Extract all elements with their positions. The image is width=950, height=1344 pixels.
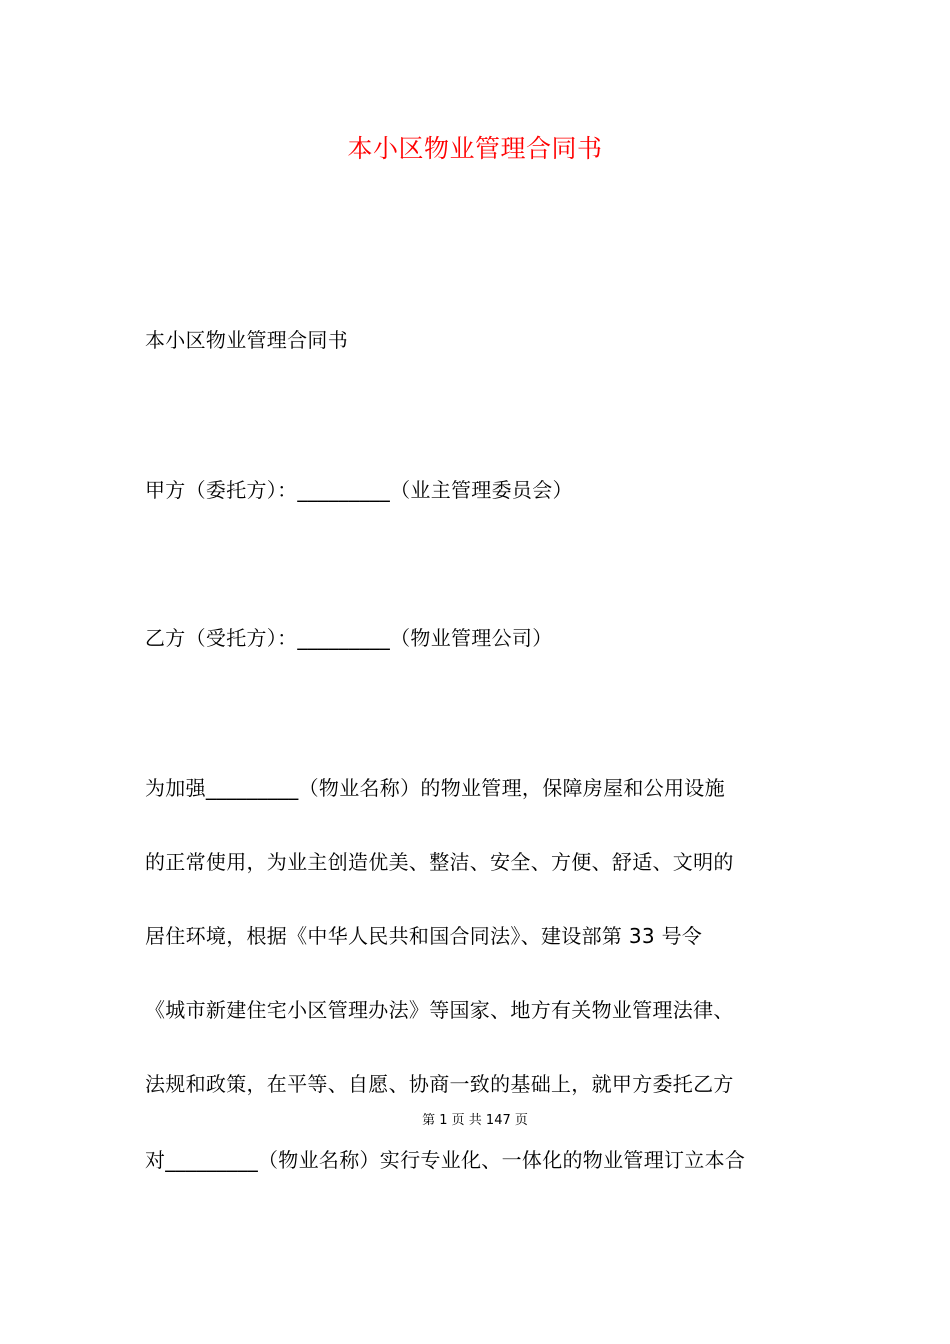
document-subtitle: 本小区物业管理合同书 [145, 328, 348, 352]
party-b-line: 乙方（受托方）：_________（物业管理公司） [145, 626, 553, 650]
party-a-line: 甲方（委托方）：_________（业主管理委员会） [145, 478, 573, 502]
body-line: 居住环境，根据《中华人民共和国合同法》、建设部第 33 号令 [145, 924, 703, 948]
page-number-footer: 第 1 页 共 147 页 [422, 1113, 528, 1128]
body-line: 《城市新建住宅小区管理办法》等国家、地方有关物业管理法律、 [145, 998, 734, 1022]
document-title: 本小区物业管理合同书 [347, 134, 603, 163]
body-line: 法规和政策，在平等、自愿、协商一致的基础上，就甲方委托乙方 [145, 1072, 734, 1096]
body-line: 的正常使用，为业主创造优美、整洁、安全、方便、舒适、文明的 [145, 850, 734, 874]
body-line: 对_________（物业名称）实行专业化、一体化的物业管理订立本合 [145, 1148, 746, 1172]
body-line: 为加强_________（物业名称）的物业管理，保障房屋和公用设施 [145, 776, 725, 800]
